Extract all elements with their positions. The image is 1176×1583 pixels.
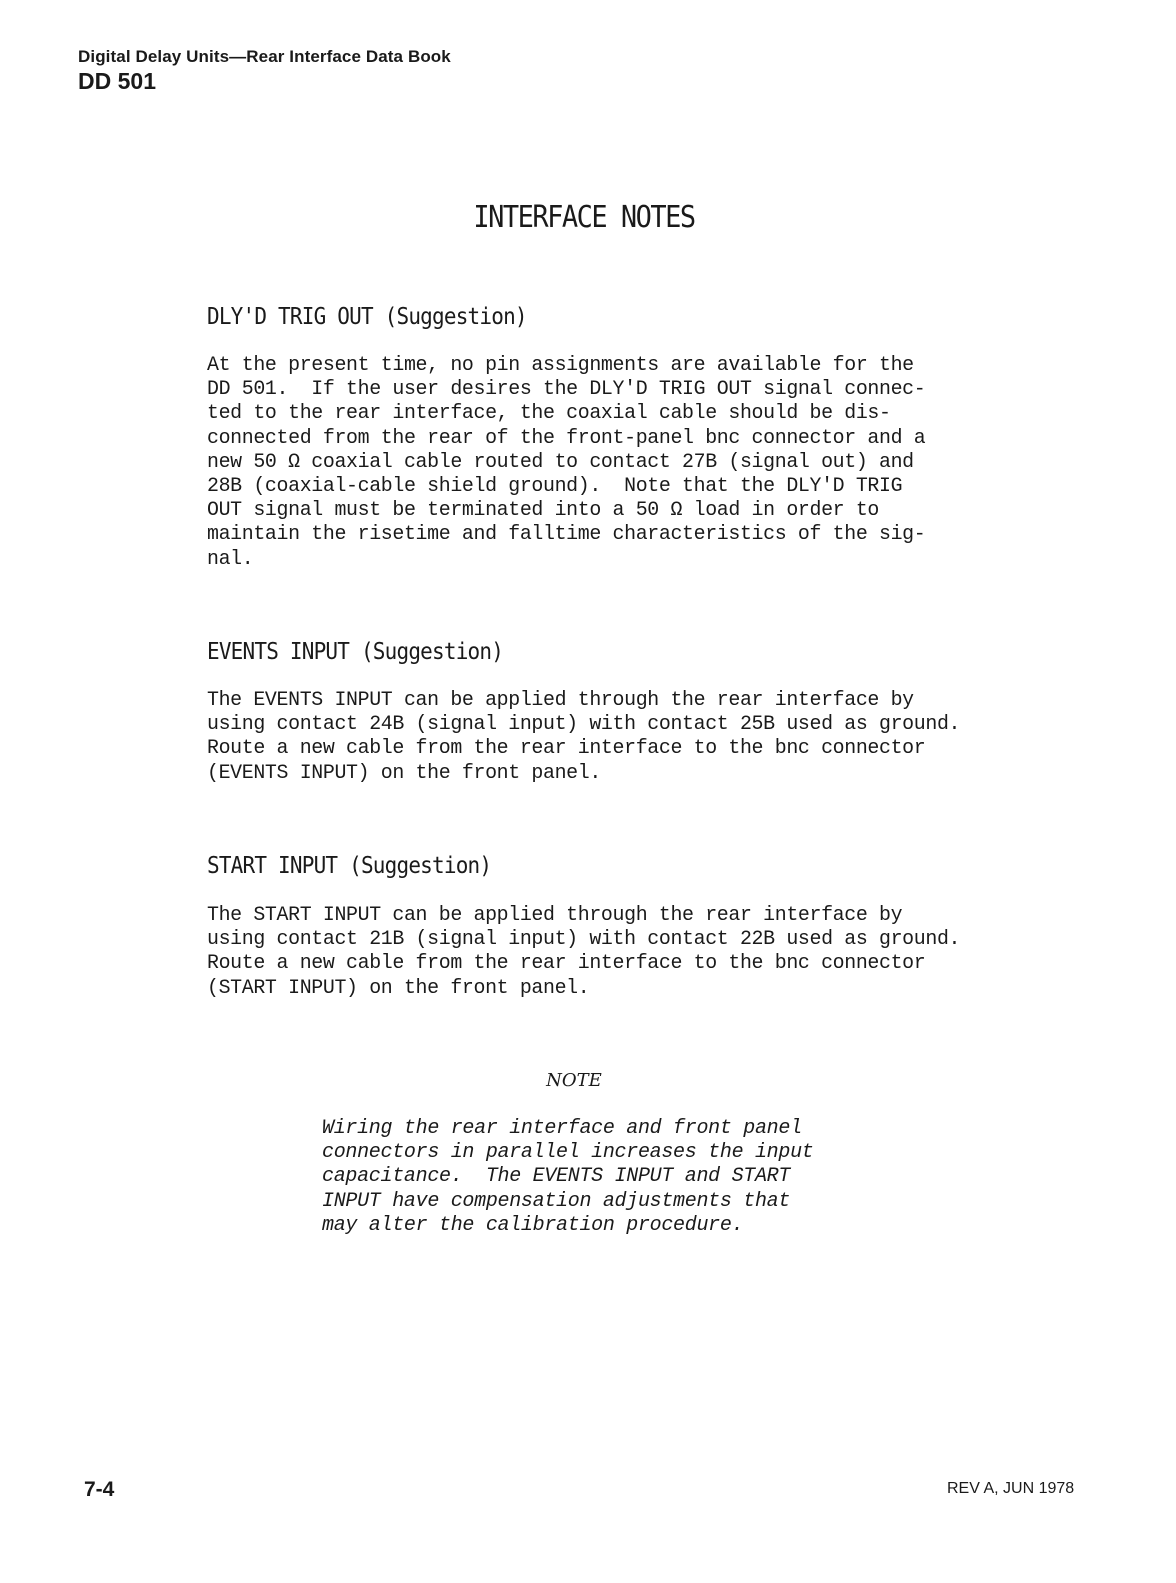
section-heading-dlyd-trig-out: DLY'D TRIG OUT (Suggestion) <box>207 303 527 330</box>
book-title: Digital Delay Units—Rear Interface Data Book <box>78 47 451 66</box>
note-label: NOTE <box>546 1070 602 1091</box>
page-number: 7-4 <box>84 1478 115 1501</box>
section-text-events-input: The EVENTS INPUT can be applied through the rear interface by using contact 24B (signal input) with contact 25B used as ground. Route a new cable from the rear interface to the bnc connector (EVENTS INPUT) on the front panel. <box>207 688 961 784</box>
model-number: DD 501 <box>78 68 156 94</box>
revision-date: REV A, JUN 1978 <box>947 1480 1075 1497</box>
section-heading-events-input: EVENTS INPUT (Suggestion) <box>207 638 504 665</box>
note-text: Wiring the rear interface and front panel connectors in parallel increases the input capacitance. The EVENTS INPUT and START INPUT have compensation adjustments that may alter the calibration procedure. <box>322 1117 814 1237</box>
section-heading-start-input: START INPUT (Suggestion) <box>207 852 492 879</box>
page-title: INTERFACE NOTES <box>473 200 695 235</box>
section-text-start-input: The START INPUT can be applied through the rear interface by using contact 21B (signal input) with contact 22B used as ground. Route a new cable from the rear interface to the bnc connector (START INPUT) on the front panel. <box>207 903 961 999</box>
section-text-dlyd-trig-out: At the present time, no pin assignments are available for the DD 501. If the user desires the DLY'D TRIG OUT signal connec- ted to the rear interface, the coaxial cable should be dis- connected from the rear of the front-panel bnc connector and a new 50 Ω coaxial cable routed to contact 27B (signal out) and 28B (coaxial-cable shield ground). Note that the DLY'D TRIG OUT signal must be terminated into a 50 Ω load in order to maintain the risetime and falltime characteristics of the sig- nal. <box>207 353 926 570</box>
